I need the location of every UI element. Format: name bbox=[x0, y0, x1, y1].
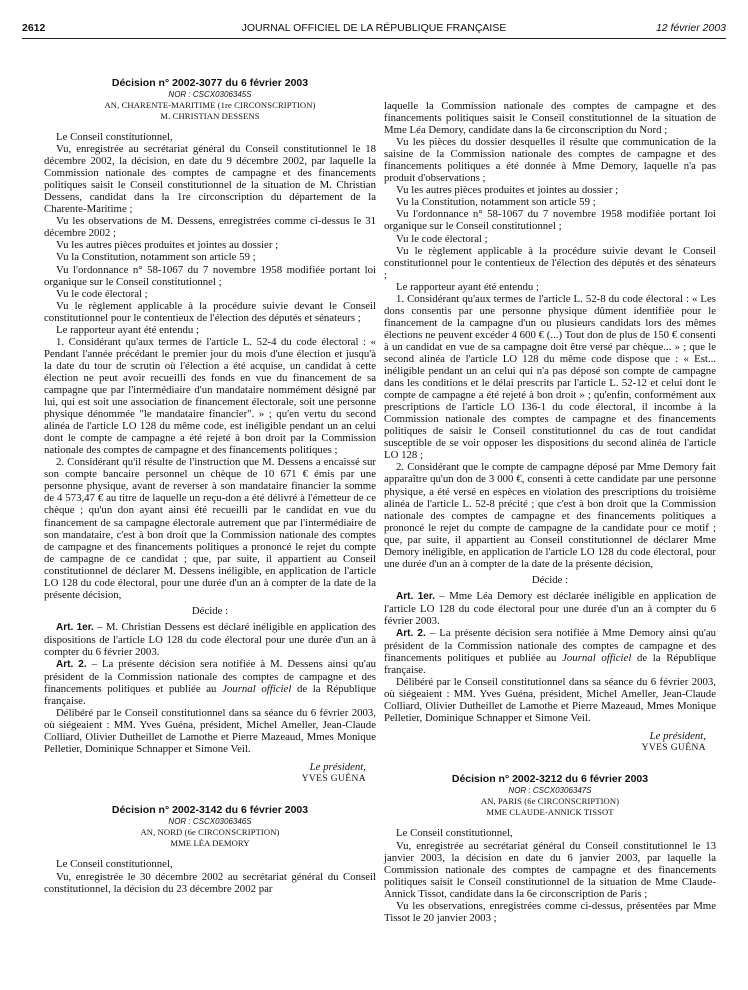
journal-title: JOURNAL OFFICIEL DE LA RÉPUBLIQUE FRANÇAISE bbox=[241, 22, 507, 34]
paragraph: Le rapporteur ayant été entendu ; bbox=[56, 323, 199, 336]
candidate-name: MME CLAUDE-ANNICK TISSOT bbox=[486, 807, 614, 818]
paragraph: Vu la Constitution, notamment son article 59 ; bbox=[396, 196, 596, 209]
decide-heading: Décide : bbox=[191, 604, 229, 617]
paragraph: Vu, enregistrée au secrétariat général du Conseil constitutionnel le 13 janvier 2003, la décision en date du 6 janvier 2003, par laquelle la Commission nationale des comptes de campagne et des financements politiques saisit le Conseil constitutionnel de la situation de Mme Claude-Annick Tissot, candidate dans la 6e circonscription de Paris ; bbox=[384, 839, 716, 900]
paragraph: Le rapporteur ayant été entendu ; bbox=[396, 280, 539, 293]
decision-title: Décision n° 2002-3077 du 6 février 2003 bbox=[111, 77, 309, 89]
candidate-name: M. CHRISTIAN DESSENS bbox=[160, 111, 260, 121]
circonscription: AN, CHARENTE-MARITIME (1re CIRCONSCRIPTION) bbox=[104, 100, 316, 110]
paragraph: Vu les observations, enregistrées comme ci-dessus, présentées par Mme Tissot le 20 janvier 2003 ; bbox=[384, 899, 716, 924]
issue-date: 12 février 2003 bbox=[655, 22, 726, 34]
paragraph: Vu l'ordonnance n° 58-1067 du 7 novembre 1958 modifiée portant loi organique sur le Conseil constitutionnel ; bbox=[44, 263, 376, 288]
circonscription: AN, NORD (6e CIRCONSCRIPTION) bbox=[140, 827, 280, 838]
signature-title: Le président, bbox=[649, 730, 706, 743]
paragraph: Vu les observations de M. Dessens, enregistrées comme ci-dessus le 31 décembre 2002 ; bbox=[44, 215, 376, 240]
nor-reference: NOR : CSCX0306345S bbox=[168, 90, 252, 99]
article-2: Art. 2. – La présente décision sera notifiée à M. Dessens ainsi qu'au président de la Commission nationale des comptes de campagne et des financements politiques et publiée au Journal officiel de la République française. bbox=[44, 658, 377, 708]
decision-title: Décision n° 2002-3142 du 6 février 2003 bbox=[111, 804, 309, 817]
paragraph: Vu, enregistrée le 30 décembre 2002 au secrétariat général du Conseil constitutionnel, la décision du 23 décembre 2002 par bbox=[44, 870, 376, 895]
paragraph: Vu le code électoral ; bbox=[56, 287, 148, 300]
left-column bbox=[44, 76, 376, 895]
article-label: Art. 1er. bbox=[56, 621, 94, 633]
paragraph: 2. Considérant qu'il résulte de l'instruction que M. Dessens a encaissé sur son compte bancaire personnel un chèque de 10 671 € émis par une personne physique, avant de reverser à son mandataire financier la somme de 4 573,47 € au titre de laquelle un reçu-don a été délivré à l'émetteur de ce chèque ; qu'un don ayant ainsi été recueilli par le candidat en vue du financement de sa campagne électorale autrement que par l'intermédiaire de son mandataire, c'est à bon droit que la Commission nationale des comptes de campagne et des financements politiques a prononcé le rejet du compte de campagne de ce candidat ; que, par suite, il appartient au Conseil constitutionnel de déclarer M. Dessens inéligible, en application de l'article LO 128 du code électoral, pour une durée d'un an à compter de la date de la présente décision, bbox=[44, 456, 376, 601]
paragraph: Vu l'ordonnance n° 58-1067 du 7 novembre 1958 modifiée portant loi organique sur le Conseil constitutionnel ; bbox=[384, 208, 716, 233]
deliberation: Délibéré par le Conseil constitutionnel dans sa séance du 6 février 2003, où siégeaient : MM. Yves Guéna, président, Michel Ameller, Jean-Claude Colliard, Olivier Dutheillet de Lamothe et Pierre Mazeaud, Mmes Monique Pelletier, Dominique Schnapper et Simone Veil. bbox=[384, 676, 716, 725]
paragraph: Le Conseil constitutionnel, bbox=[56, 858, 173, 871]
paragraph: Vu la Constitution, notamment son article 59 ; bbox=[56, 251, 256, 264]
nor-reference: NOR : CSCX0306347S bbox=[508, 786, 592, 796]
nor-reference: NOR : CSCX0306346S bbox=[168, 817, 252, 827]
article-label: Art. 2. bbox=[396, 628, 426, 640]
paragraph: laquelle la Commission nationale des comptes de campagne et des financements politiques saisit le Conseil constitutionnel de la situation de Mme Léa Demory, candidate dans la 6e circonscription du Nord ; bbox=[384, 100, 716, 137]
paragraph: Vu le règlement applicable à la procédure suivie devant le Conseil constitutionnel pour le contentieux de l'élection des députés et sénateurs ; bbox=[44, 299, 376, 324]
paragraph: Vu, enregistrée au secrétariat général du Conseil constitutionnel le 18 décembre 2002, la décision, en date du 9 décembre 2002, par laquelle la Commission nationale des comptes de campagne et des financements politiques saisit le Conseil constitutionnel de la situation de M. Christian Dessens, candidat dans la 1re circonscription du département de la Charente-Maritime ; bbox=[44, 143, 376, 216]
signature-title: Le président, bbox=[309, 761, 366, 774]
paragraph: Le Conseil constitutionnel, bbox=[56, 131, 173, 143]
decision-title: Décision n° 2002-3212 du 6 février 2003 bbox=[451, 773, 649, 786]
paragraph: Vu les autres pièces produites et jointes au dossier ; bbox=[56, 239, 279, 252]
page-number: 2612 bbox=[22, 22, 46, 34]
paragraph: Vu les pièces du dossier desquelles il résulte que communication de la saisine de la Commission nationale des comptes de campagne et des financements politiques a été donnée à Mme Demory, laquelle n'a pas produit d'observations ; bbox=[384, 136, 716, 185]
paragraph: Vu le règlement applicable à la procédure suivie devant le Conseil constitutionnel pour le contentieux de l'élection des députés et des sénateurs ; bbox=[384, 244, 716, 281]
deliberation: Délibéré par le Conseil constitutionnel dans sa séance du 6 février 2003, où siégeaient : MM. Yves Guéna, président, Michel Ameller, Jean-Claude Colliard, Olivier Dutheillet de Lamothe et Pierre Mazeaud, Mmes Monique Pelletier, Dominique Schnapper et Simone Veil. bbox=[44, 707, 376, 756]
article-2: Art. 2. – La présente décision sera notifiée à Mme Demory ainsi qu'au président de la Commission nationale des comptes de campagne et des financements politiques et publiée au Journal officiel de la République française. bbox=[384, 627, 717, 677]
signature-name: YVES GUÉNA bbox=[301, 774, 366, 785]
decide-heading: Décide : bbox=[531, 573, 569, 586]
paragraph: Le Conseil constitutionnel, bbox=[396, 827, 513, 840]
paragraph: Vu le code électoral ; bbox=[396, 232, 488, 245]
article-1: Art. 1er. – M. Christian Dessens est déclaré inéligible en application des dispositions de l'article LO 128 du code électoral pour une durée d'un an à compter du 6 février 2003. bbox=[44, 620, 376, 658]
circonscription: AN, PARIS (6e CIRCONSCRIPTION) bbox=[480, 796, 620, 807]
article-label: Art. 2. bbox=[56, 659, 87, 671]
paragraph: Vu les autres pièces produites et jointes au dossier ; bbox=[396, 184, 619, 197]
signature-name: YVES GUÉNA bbox=[641, 743, 706, 754]
paragraph: 1. Considérant qu'aux termes de l'article L. 52-4 du code électoral : « Pendant l'année précédant le premier jour du mois d'une élection et jusqu'à la date du tour de scrutin où l'élection a été acquise, un candidat à cette élection ne peut avoir recueilli des fonds en vue du financement de sa campagne que par l'intermédiaire d'un mandataire nommément désigné par lui, qui est soit une association de financement électorale, soit une personne physique dénommée "le mandataire financier". » ; qu'en vertu du second alinéa de l'article LO 128 du même code, est inéligible pendant un an celui dont le compte de campagne a été rejeté à bon droit par la Commission nationale des comptes de campagne et des financements politiques ; bbox=[44, 335, 376, 457]
paragraph: 2. Considérant que le compte de campagne déposé par Mme Demory fait apparaître qu'un don de 3 000 €, consenti à cette candidate par une personne physique, a été versé en espèces en violation des prescriptions du troisième alinéa de l'article L. 52-8 précité ; que c'est à bon droit que la Commission nationale des comptes de campagne et des financements politiques a prononcé le rejet du compte de campagne de la candidate pour ce motif ; que, par suite, il appartient au Conseil constitutionnel de déclarer Mme Demory inéligible, en application de l'article LO 128 du code électoral, pour une durée d'un an à compter de la date de la présente décision, bbox=[384, 461, 716, 570]
header-rule bbox=[22, 38, 726, 39]
candidate-name: MME LÉA DEMORY bbox=[170, 838, 250, 849]
right-column bbox=[384, 100, 716, 924]
article-1: Art. 1er. – Mme Léa Demory est déclarée inéligible en application de l'article LO 128 du code électoral pour une durée d'un an à compter du 6 février 2003. bbox=[384, 589, 716, 627]
page-header bbox=[22, 22, 726, 42]
article-label: Art. 1er. bbox=[396, 590, 435, 602]
paragraph: 1. Considérant qu'aux termes de l'article L. 52-8 du code électoral : « Les dons consentis par une personne physique dûment identifiée pour le financement de la campagne d'un ou plusieurs candidats lors des mêmes élections ne peuvent excéder 4 600 € (...) Tout don de plus de 150 € consenti à un candidat en vue de sa campagne doit être versé par chèque... » ; que le second alinéa de l'article LO 128 du même code dispose que : « Est... inéligible pendant un an celui qui n'a pas déposé son compte de campagne dans les conditions et le délai prescrits par l'article L. 52-12 et celui dont le compte de campagne a été rejeté à bon droit » ; qu'enfin, conformément aux prescriptions de l'article LO 136-1 du code électoral, il incombe à la Commission nationale des comptes de campagne et des financements politiques de saisir le Conseil constitutionnel du cas de tout candidat susceptible de se voir opposer les dispositions du second alinéa de l'article LO 128 ; bbox=[384, 292, 716, 462]
